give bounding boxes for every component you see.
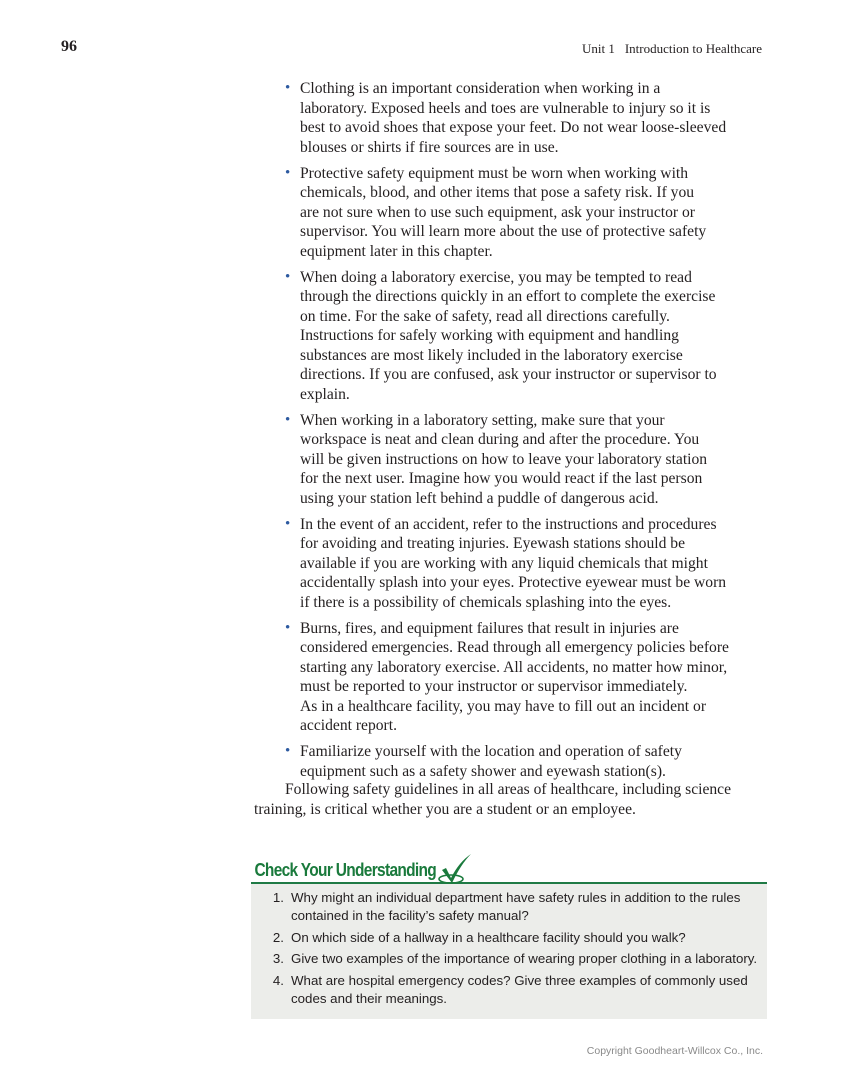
- text-line: accident report.: [300, 717, 397, 734]
- text-line: training, is critical whether you are a student or an employee.: [254, 800, 636, 818]
- text-line: Clothing is an important consideration when working in a: [300, 80, 661, 97]
- bullet-icon: •: [285, 80, 291, 96]
- text-line: laboratory. Exposed heels and toes are vulnerable to injury so it is: [300, 99, 711, 117]
- text-line: codes and their meanings.: [291, 990, 447, 1006]
- text-line: for the next user. Imagine how you would react if the last person: [300, 470, 703, 487]
- running-head: [582, 41, 762, 57]
- bullet-list: [285, 79, 765, 788]
- text-line: if there is a possibility of chemicals splashing into the eyes.: [300, 593, 672, 611]
- question-text: [284, 889, 740, 925]
- closing-paragraph: [254, 780, 774, 819]
- text-line: When working in a laboratory setting, make sure that your: [300, 411, 665, 429]
- bullet-item: [285, 411, 765, 509]
- copyright: Copyright Goodheart-Willcox Co., Inc.: [586, 1045, 763, 1057]
- bullet-icon: •: [285, 411, 291, 428]
- bullet-item: [285, 79, 765, 157]
- text-line: equipment later in this chapter.: [300, 242, 493, 260]
- text-line: substances are most likely included in the laboratory exercise: [300, 346, 683, 364]
- text-line: In the event of an accident, refer to the instructions and procedures: [300, 515, 717, 533]
- question-number: 1.: [272, 890, 284, 905]
- text-line: must be reported to your instructor or supervisor immediately.: [300, 678, 688, 695]
- bullet-icon: •: [285, 743, 291, 759]
- bullet-item: [285, 742, 765, 781]
- bullet-item: [285, 268, 765, 405]
- question-number: 3.: [272, 951, 284, 966]
- text-line: using your station left behind a puddle of dangerous acid.: [300, 489, 659, 507]
- text-line: directions. If you are confused, ask your instructor or supervisor to: [300, 366, 717, 383]
- text-line: best to avoid shoes that expose your feet. Do not wear loose-sleeved: [300, 119, 727, 136]
- questions-box: [251, 882, 767, 1019]
- text-line: will be given instructions on how to leave your laboratory station: [300, 450, 708, 468]
- text-line: accidentally splash into your eyes. Protective eyewear must be worn: [300, 574, 727, 591]
- text-line: explain.: [300, 385, 350, 403]
- text-line: available if you are working with any liquid chemicals that might: [300, 554, 708, 572]
- question-text: [284, 972, 748, 1008]
- question-item: [251, 950, 767, 968]
- text-line: Burns, fires, and equipment failures that result in injuries are: [300, 619, 679, 637]
- text-line: are not sure when to use such equipment, ask your instructor or: [300, 203, 695, 221]
- text-line: Instructions for safely working with equipment and handling: [300, 327, 679, 344]
- bullet-icon: •: [285, 515, 291, 532]
- text-line: Following safety guidelines in all areas of healthcare, including science: [285, 781, 732, 798]
- question-text: [284, 929, 686, 947]
- text-line: When doing a laboratory exercise, you may be tempted to read: [300, 268, 692, 286]
- question-text: [284, 950, 757, 968]
- text-line: contained in the facility’s safety manual?: [291, 908, 529, 923]
- question-item: [251, 889, 767, 925]
- section-title: Check Your Understanding: [254, 860, 437, 880]
- question-number: 2.: [272, 929, 284, 945]
- check-your-understanding: [251, 852, 767, 1019]
- question-item: [251, 929, 767, 947]
- text-line: As in a healthcare facility, you may have to fill out an incident or: [300, 697, 707, 715]
- text-line: starting any laboratory exercise. All accidents, no matter how minor,: [300, 658, 728, 676]
- text-line: chemicals, blood, and other items that pose a safety risk. If you: [300, 184, 695, 201]
- unit-label: Unit 1: [581, 41, 615, 56]
- page-number: 96: [61, 38, 77, 55]
- text-line: Protective safety equipment must be worn when working with: [300, 164, 689, 182]
- text-line: for avoiding and treating injuries. Eyewash stations should be: [300, 535, 686, 552]
- question-item: [251, 972, 767, 1008]
- checkmark-icon: [437, 852, 473, 886]
- text-line: on time. For the sake of safety, read all directions carefully.: [300, 307, 670, 325]
- bullet-item: [285, 164, 765, 262]
- text-line: considered emergencies. Read through all emergency policies before: [300, 639, 729, 656]
- text-line: Familiarize yourself with the location and operation of safety: [300, 743, 682, 760]
- text-line: workspace is neat and clean during and after the procedure. You: [300, 431, 700, 448]
- question-number: 4.: [272, 972, 284, 988]
- text-line: Why might an individual department have safety rules in addition to the rules: [291, 890, 741, 905]
- bullet-item: [285, 515, 765, 613]
- text-line: blouses or shirts if fire sources are in use.: [300, 138, 559, 156]
- text-line: Give two examples of the importance of wearing proper clothing in a laboratory.: [291, 951, 758, 966]
- text-line: through the directions quickly in an effort to complete the exercise: [300, 288, 716, 305]
- text-line: supervisor. You will learn more about the use of protective safety: [300, 223, 707, 240]
- text-line: What are hospital emergency codes? Give three examples of commonly used: [291, 972, 748, 988]
- bullet-icon: •: [285, 164, 291, 181]
- unit-title: Introduction to Healthcare: [624, 41, 762, 56]
- text-line: On which side of a hallway in a healthcare facility should you walk?: [291, 929, 686, 945]
- bullet-icon: •: [285, 268, 291, 285]
- bullet-item: [285, 619, 765, 736]
- text-line: equipment such as a safety shower and eyewash station(s).: [300, 762, 666, 780]
- bullet-icon: •: [285, 619, 291, 636]
